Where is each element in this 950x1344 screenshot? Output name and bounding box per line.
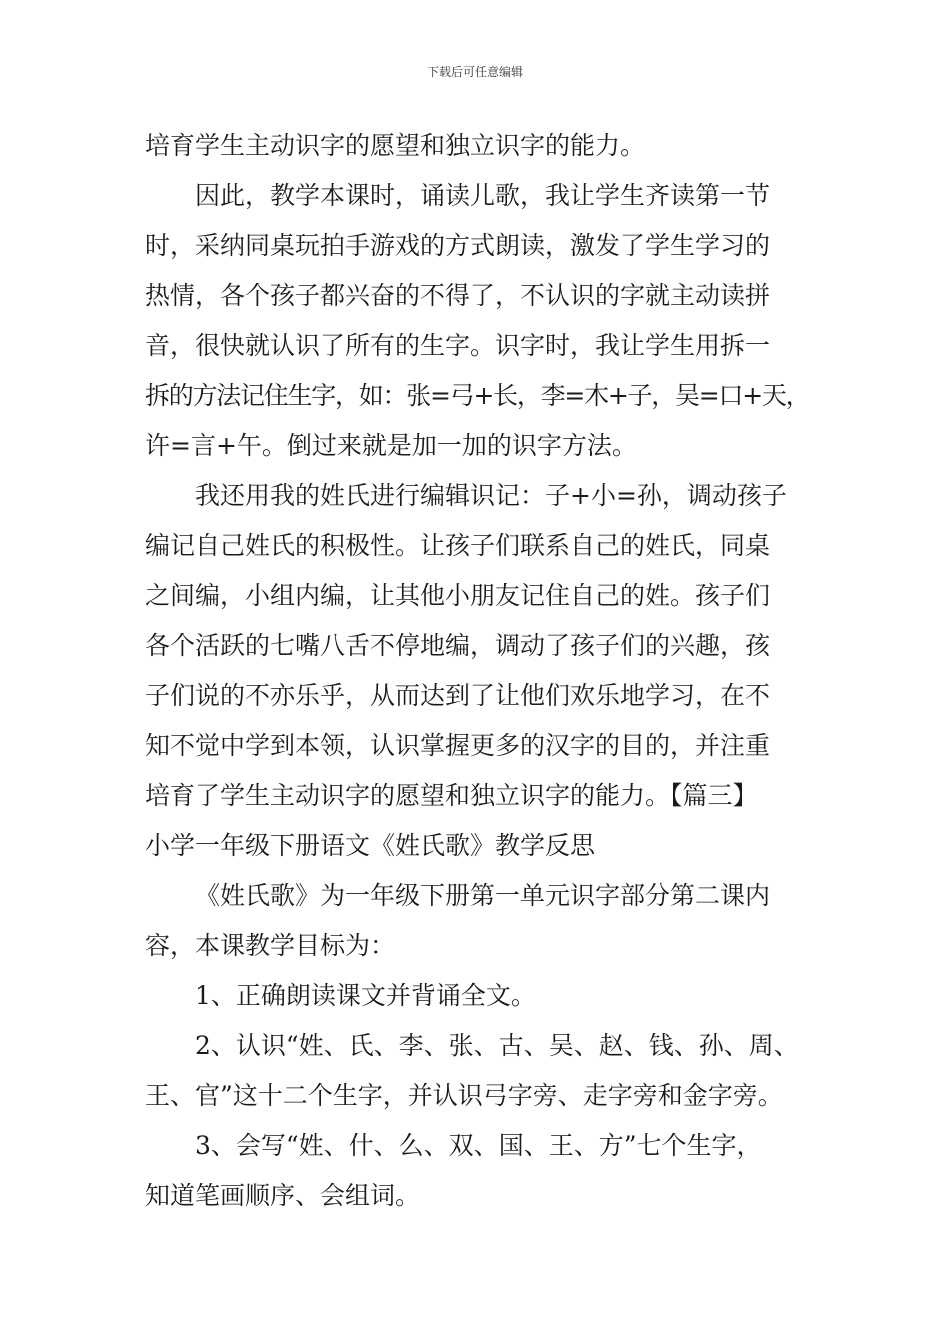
text-line: 培育了学生主动识字的愿望和独立识字的能力。【篇三】	[145, 781, 758, 810]
text-line: 容，本课教学目标为：	[145, 931, 396, 960]
text-line: 音，很快就认识了所有的生字。识字时，我让学生用拆一	[145, 331, 771, 360]
text-line: 许=言+午。倒过来就是加一加的识字方法。	[145, 431, 637, 460]
text-line: 子们说的不亦乐乎，从而达到了让他们欢乐地学习，在不	[145, 681, 771, 710]
text-line: 《姓氏歌》为一年级下册第一单元识字部分第二课内	[195, 881, 771, 910]
text-line: 拆的方法记住生字，如：张=弓+长，李=木+子，吴=口+天，	[145, 381, 810, 410]
text-line: 各个活跃的七嘴八舌不停地编，调动了孩子们的兴趣，孩	[145, 631, 771, 660]
text-line: 热情，各个孩子都兴奋的不得了，不认识的字就主动读拼	[145, 281, 771, 310]
text-line: 培育学生主动识字的愿望和独立识字的能力。	[145, 131, 646, 160]
section-title: 小学一年级下册语文《姓氏歌》教学反思	[145, 831, 596, 860]
text-line: 王、官”这十二个生字，并认识弓字旁、走字旁和金字旁。	[145, 1081, 783, 1110]
document-body	[145, 121, 815, 1221]
list-item: 3、会写“姓、什、么、双、国、王、方”七个生字，	[195, 1131, 762, 1160]
page-header: 下载后可任意编辑	[426, 65, 523, 79]
text-line: 因此，教学本课时，诵读儿歌，我让学生齐读第一节	[195, 181, 771, 210]
text-line: 我还用我的姓氏进行编辑识记：子+小=孙，调动孩子	[195, 481, 787, 510]
text-line: 时，采纳同桌玩拍手游戏的方式朗读，激发了学生学习的	[145, 231, 771, 260]
text-line: 编记自己姓氏的积极性。让孩子们联系自己的姓氏，同桌	[145, 531, 771, 560]
list-item: 1、正确朗读课文并背诵全文。	[195, 981, 536, 1010]
list-item: 2、认识“姓、氏、李、张、古、吴、赵、钱、孙、周、	[195, 1031, 799, 1060]
text-line: 之间编，小组内编，让其他小朋友记住自己的姓。孩子们	[145, 581, 771, 610]
text-line: 知道笔画顺序、会组词。	[145, 1181, 421, 1210]
text-line: 知不觉中学到本领，认识掌握更多的汉字的目的，并注重	[145, 731, 771, 760]
